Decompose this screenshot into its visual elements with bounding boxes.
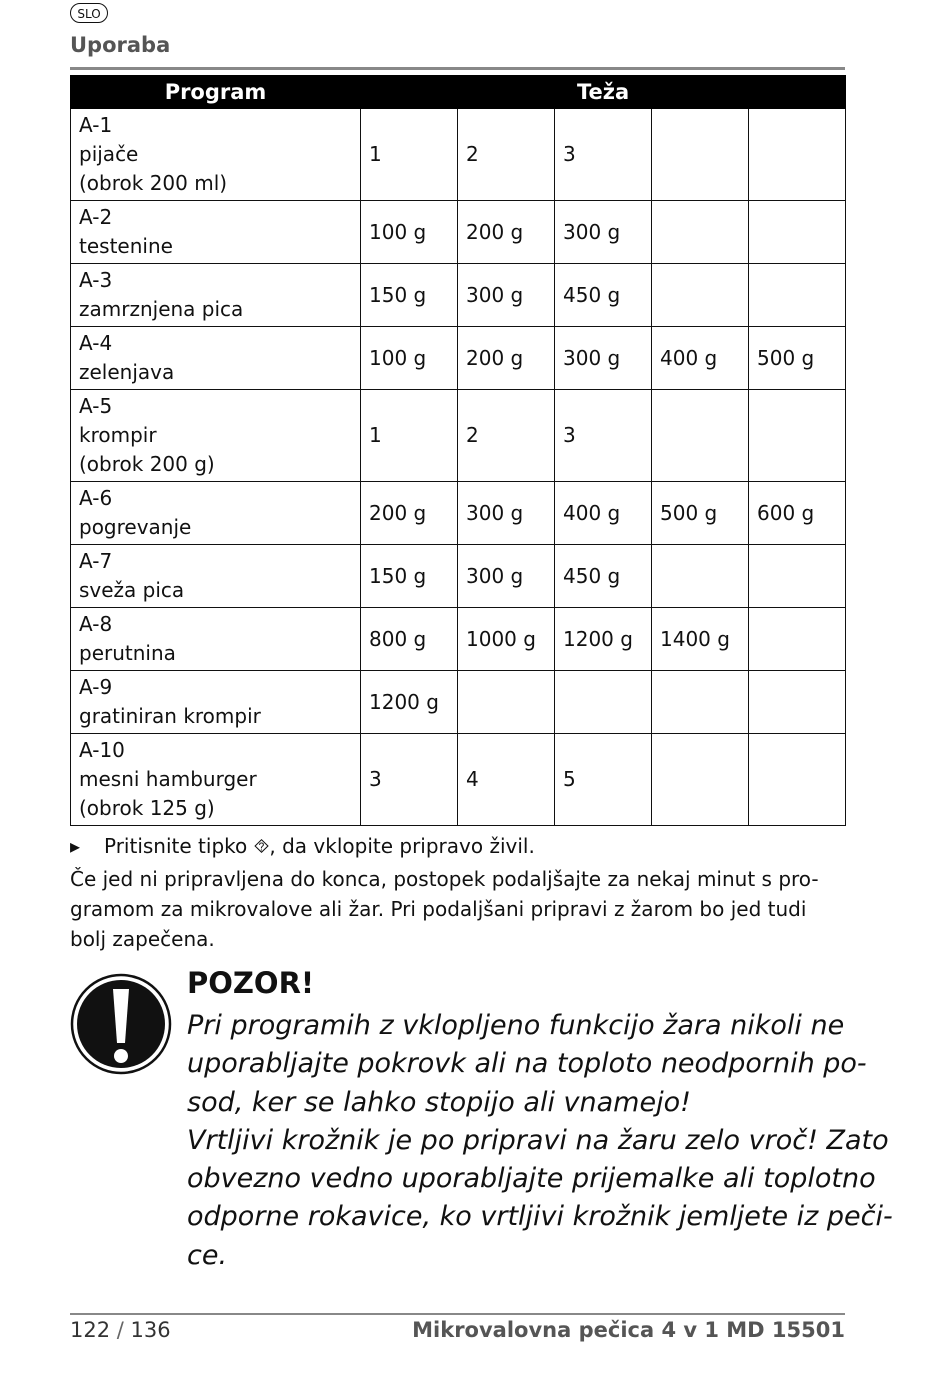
weight-cell: 100 g [361, 327, 458, 390]
program-cell-line: A-2 [79, 205, 113, 229]
table-row [71, 482, 846, 545]
weight-cell [652, 201, 749, 264]
program-cell [71, 201, 361, 264]
weight-cell: 150 g [361, 264, 458, 327]
weight-cell: 1200 g [555, 608, 652, 671]
program-cell [71, 671, 361, 734]
weight-cell: 1 [361, 390, 458, 482]
weight-cell [652, 109, 749, 201]
warning-heading: POZOR! [187, 966, 315, 1000]
program-cell-line: A-9 [79, 675, 113, 699]
weight-cell [652, 545, 749, 608]
weight-cell [749, 390, 846, 482]
instruction-bullet-text: Pritisnite tipko ⯑, da vklopite pripravo živil. [104, 834, 535, 858]
warning-line: obvezno vedno uporabljajte prijemalke ali toplotno [187, 1163, 876, 1195]
program-cell [71, 264, 361, 327]
program-cell-line: A-4 [79, 331, 113, 355]
weight-cell: 400 g [652, 327, 749, 390]
page-total: 136 [130, 1318, 171, 1342]
weight-cell [555, 671, 652, 734]
header-divider [70, 67, 845, 70]
weight-cell [749, 201, 846, 264]
weight-cell: 1400 g [652, 608, 749, 671]
program-cell-line: (obrok 200 g) [79, 452, 215, 476]
weight-cell: 3 [555, 390, 652, 482]
page-separator: / [116, 1318, 124, 1342]
warning-line: Vrtljivi krožnik je po pripravi na žaru zelo vroč! Zato [187, 1124, 889, 1156]
weight-cell: 2 [458, 390, 555, 482]
weight-cell [749, 734, 846, 826]
weight-cell: 200 g [458, 201, 555, 264]
program-cell-line: A-3 [79, 268, 113, 292]
weight-cell: 150 g [361, 545, 458, 608]
table-row [71, 671, 846, 734]
page-current: 122 [70, 1318, 111, 1342]
weight-cell [458, 671, 555, 734]
program-cell-line: A-8 [79, 612, 113, 636]
warning-line: odporne rokavice, ko vrtljivi krožnik jemljete iz peči- [187, 1201, 893, 1233]
weight-cell: 300 g [458, 264, 555, 327]
program-cell-line: A-1 [79, 113, 113, 137]
table-row [71, 734, 846, 826]
column-header-weight: Teža [361, 76, 846, 109]
program-cell [71, 327, 361, 390]
language-badge: SLO [70, 3, 108, 23]
weight-cell [652, 734, 749, 826]
program-cell-line: perutnina [79, 641, 176, 665]
weight-cell: 300 g [555, 201, 652, 264]
paragraph-line: bolj zapečena. [70, 927, 215, 951]
weight-cell: 500 g [652, 482, 749, 545]
weight-cell: 200 g [361, 482, 458, 545]
weight-cell: 400 g [555, 482, 652, 545]
weight-cell: 300 g [458, 545, 555, 608]
weight-cell [749, 109, 846, 201]
weight-cell: 450 g [555, 264, 652, 327]
table-row [71, 327, 846, 390]
program-weight-table [70, 75, 846, 826]
weight-cell [749, 608, 846, 671]
program-cell-line: pijače [79, 142, 139, 166]
weight-cell: 200 g [458, 327, 555, 390]
program-cell-line: A-6 [79, 486, 113, 510]
program-cell-line: (obrok 125 g) [79, 796, 215, 820]
table-row [71, 545, 846, 608]
warning-line: Pri programih z vklopljeno funkcijo žara nikoli ne [187, 1010, 845, 1041]
paragraph-line: Če jed ni pripravljena do konca, postopek podaljšajte za nekaj minut s pro- [70, 867, 819, 891]
warning-text [187, 1007, 893, 1275]
program-cell-line: pogrevanje [79, 515, 192, 539]
warning-line: uporabljajte pokrovk ali na toploto neodpornih po- [187, 1048, 867, 1080]
weight-cell [652, 390, 749, 482]
weight-cell: 1000 g [458, 608, 555, 671]
table-row [71, 109, 846, 201]
weight-cell: 4 [458, 734, 555, 826]
program-cell-line: testenine [79, 234, 173, 258]
program-cell-line: krompir [79, 423, 157, 447]
weight-cell [749, 264, 846, 327]
weight-cell [749, 671, 846, 734]
weight-cell: 1 [361, 109, 458, 201]
weight-cell: 100 g [361, 201, 458, 264]
program-cell-line: sveža pica [79, 578, 185, 602]
column-header-program: Program [71, 76, 361, 109]
footer-title: Mikrovalovna pečica 4 v 1 MD 15501 [412, 1318, 845, 1342]
table-row [71, 390, 846, 482]
instruction-bullet [70, 832, 535, 861]
weight-cell: 1200 g [361, 671, 458, 734]
weight-cell: 600 g [749, 482, 846, 545]
weight-cell: 3 [361, 734, 458, 826]
program-cell-line: zelenjava [79, 360, 175, 384]
weight-cell: 3 [555, 109, 652, 201]
table-row [71, 201, 846, 264]
program-cell-line: A-5 [79, 394, 113, 418]
weight-cell: 800 g [361, 608, 458, 671]
exclamation-warning-icon [70, 973, 172, 1075]
program-cell-line: gratiniran krompir [79, 704, 261, 728]
weight-cell: 300 g [555, 327, 652, 390]
weight-cell: 450 g [555, 545, 652, 608]
warning-line: ce. [187, 1239, 228, 1271]
instruction-paragraph [70, 864, 830, 954]
page-number [70, 1318, 171, 1342]
weight-cell [652, 671, 749, 734]
section-title: Uporaba [70, 33, 171, 57]
table-header-row [71, 76, 846, 109]
program-cell-line: zamrznjena pica [79, 297, 244, 321]
program-cell [71, 390, 361, 482]
warning-line: sod, ker se lahko stopijo ali vnamejo! [187, 1086, 691, 1118]
weight-cell [749, 545, 846, 608]
weight-cell: 2 [458, 109, 555, 201]
program-cell-line: mesni hamburger [79, 767, 257, 791]
weight-cell: 500 g [749, 327, 846, 390]
table-row [71, 608, 846, 671]
program-cell [71, 482, 361, 545]
weight-cell: 5 [555, 734, 652, 826]
footer-divider [70, 1313, 845, 1315]
program-cell-line: A-10 [79, 738, 125, 762]
program-cell [71, 545, 361, 608]
program-cell-line: A-7 [79, 549, 113, 573]
bullet-arrow-icon: ▸ [70, 834, 81, 858]
weight-cell: 300 g [458, 482, 555, 545]
table-row [71, 264, 846, 327]
program-cell [71, 608, 361, 671]
program-cell [71, 734, 361, 826]
paragraph-line: gramom za mikrovalove ali žar. Pri podaljšani pripravi z žarom bo jed tudi [70, 897, 807, 921]
program-cell-line: (obrok 200 ml) [79, 171, 228, 195]
weight-cell [652, 264, 749, 327]
program-cell [71, 109, 361, 201]
